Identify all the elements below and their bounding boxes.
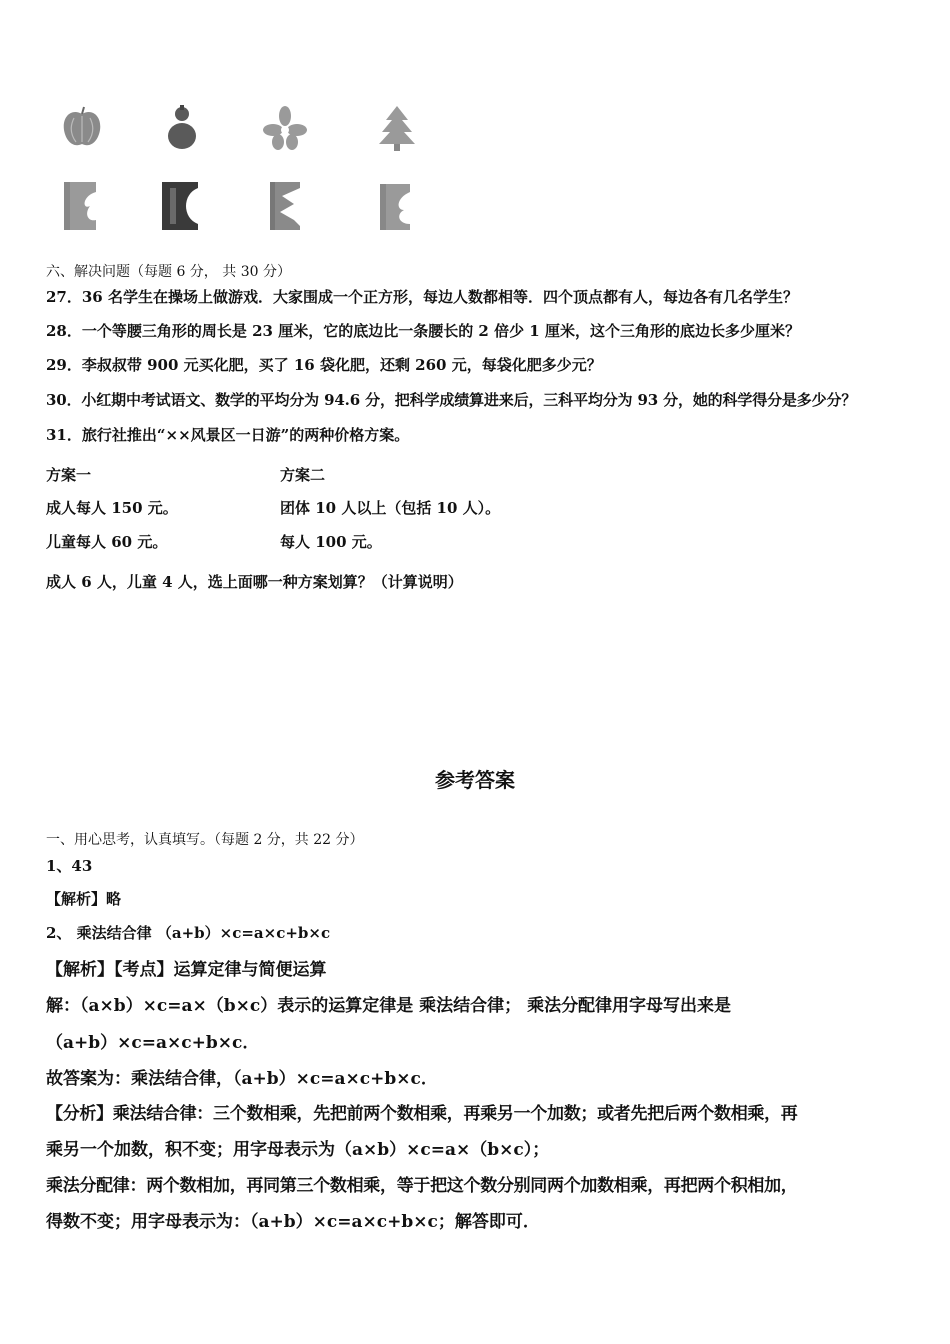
tree-shape-figure — [376, 104, 418, 152]
answer-2-solution-line2: （a+b）×c=a×c+b×c． — [46, 1033, 260, 1053]
question-30: 30．小红期中考试语文、数学的平均分为 94.6 分，把科学成绩算进来后，三科平均分为 93 分，她的科学得分是多少分？ — [46, 391, 857, 409]
cut-paper-3-figure — [268, 180, 304, 232]
answer-1: 1、43 — [46, 857, 93, 875]
cut-paper-4-figure — [378, 180, 414, 232]
answer-2-solution-line1: 解：（a×b）×c=a×（b×c）表示的运算定律是 乘法结合律； 乘法分配律用字母写出来是 — [46, 996, 732, 1016]
question-31-ask: 成人 6 人，儿童 4 人，选上面哪一种方案划算？（计算说明） — [46, 573, 463, 591]
cut-paper-2-figure — [160, 180, 200, 232]
answer-2-analysis-line2: 乘另一个加数，积不变；用字母表示为（a×b）×c=a×（b×c）； — [46, 1140, 550, 1160]
answer-2: 2、 乘法结合律 （a+b）×c=a×c+b×c — [46, 924, 331, 942]
plan1-adult-price: 成人每人 150 元。 — [46, 499, 178, 517]
answer-2-tags: 【解析】【考点】运算定律与简便运算 — [46, 960, 327, 980]
question-27: 27．36 名学生在操场上做游戏．大家围成一个正方形，每边人数都相等．四个顶点都有人，每边各有几名学生？ — [46, 288, 798, 306]
flower-shape-figure — [262, 106, 308, 150]
plan1-child-price: 儿童每人 60 元。 — [46, 533, 168, 551]
answer-2-analysis-line4: 得数不变；用字母表示为：（a+b）×c=a×c+b×c；解答即可． — [46, 1212, 540, 1232]
answer-2-solution-line3: 故答案为：乘法结合律，（a+b）×c=a×c+b×c． — [46, 1069, 438, 1089]
plan2-per-person-price: 每人 100 元。 — [280, 533, 382, 551]
cut-paper-1-figure — [62, 180, 102, 232]
section6-heading: 六、解决问题（每题 6 分， 共 30 分） — [46, 264, 291, 280]
question-28: 28．一个等腰三角形的周长是 23 厘米，它的底边比一条腰长的 2 倍少 1 厘米，这个三角形的底边长多少厘米？ — [46, 322, 800, 340]
plan1-title: 方案一 — [46, 466, 92, 484]
answers-section1-heading: 一、用心思考，认真填写。（每题 2 分，共 22 分） — [46, 832, 364, 848]
answer-2-analysis-line1: 【分析】乘法结合律：三个数相乘，先把前两个数相乘，再乘另一个加数；或者先把后两个数相乘，再 — [46, 1104, 798, 1124]
answers-title: 参考答案 — [435, 768, 515, 792]
gourd-shape-figure — [162, 104, 202, 152]
question-31: 31．旅行社推出“××风景区一日游”的两种价格方案。 — [46, 426, 410, 444]
question-29: 29．李叔叔带 900 元买化肥，买了 16 袋化肥，还剩 260 元，每袋化肥多少元？ — [46, 356, 602, 374]
apple-shape-figure — [58, 104, 106, 152]
answer-2-analysis-line3: 乘法分配律：两个数相加，再同第三个数相乘，等于把这个数分别同两个加数相乘，再把两个积相加， — [46, 1176, 798, 1196]
answer-1-analysis: 【解析】略 — [46, 890, 122, 908]
plan2-title: 方案二 — [280, 466, 326, 484]
plan2-group-condition: 团体 10 人以上（包括 10 人）。 — [280, 499, 501, 517]
